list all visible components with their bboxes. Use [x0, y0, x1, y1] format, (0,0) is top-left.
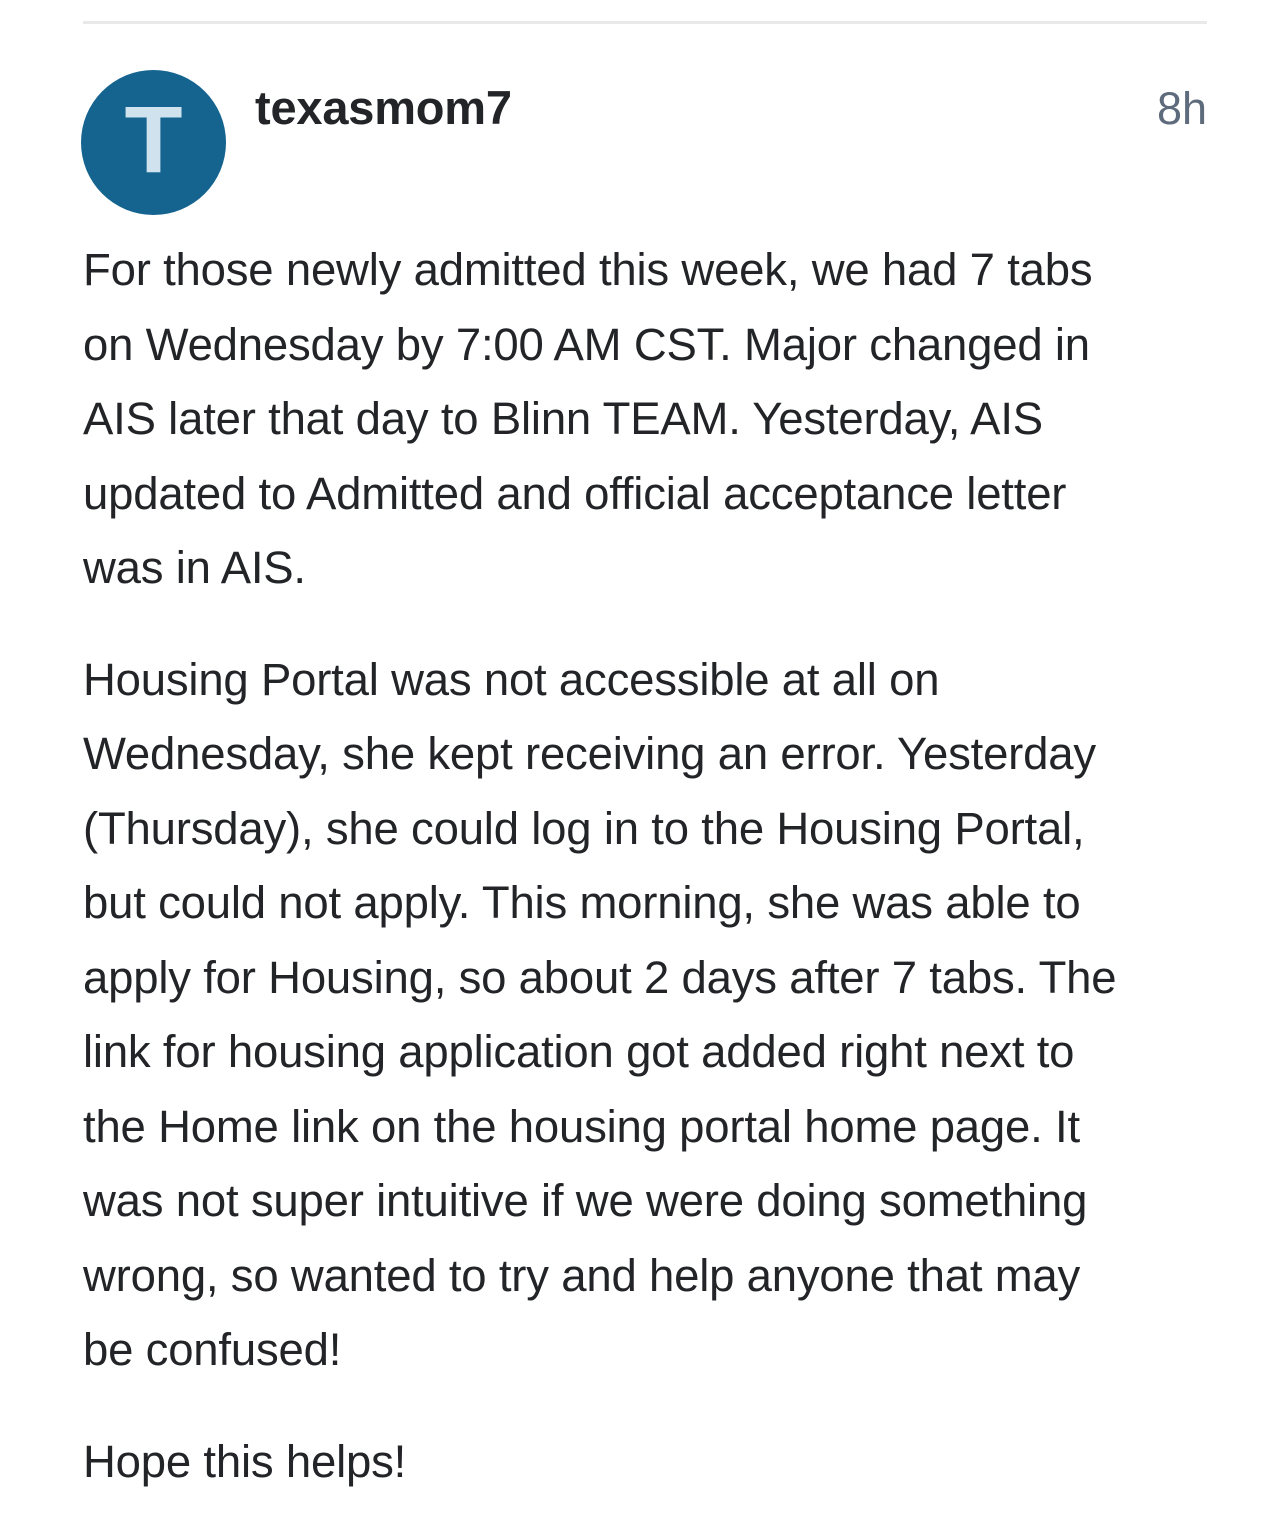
text-line: apply for Housing, so about 2 days after 7 tabs. The	[83, 951, 1117, 1003]
post-paragraph	[83, 643, 1207, 1388]
text-line: link for housing application got added right next to	[83, 1026, 1075, 1077]
text-line: but could not apply. This morning, she was able to	[83, 877, 1081, 928]
post-timestamp[interactable]: 8h	[1156, 83, 1207, 134]
text-line: (Thursday), she could log in to the Housing Portal,	[83, 802, 1085, 854]
text-line: was in AIS.	[83, 542, 306, 593]
text-line: For those newly admitted this week, we had 7 tabs	[83, 244, 1093, 295]
text-line: Wednesday, she kept receiving an error. Yesterday	[83, 728, 1096, 779]
text-line: the Home link on the housing portal home page. It	[83, 1100, 1080, 1152]
post-paragraph	[83, 233, 1207, 606]
text-line: Housing Portal was not accessible at all on	[83, 653, 940, 705]
post-body	[83, 233, 1207, 1499]
text-line: on Wednesday by 7:00 AM CST. Major changed in	[83, 318, 1090, 370]
post-separator-line	[83, 21, 1207, 24]
post-header	[81, 70, 1207, 215]
text-line: updated to Admitted and official acceptance letter	[83, 467, 1067, 519]
text-line: AIS later that day to Blinn TEAM. Yesterday, AIS	[83, 393, 1043, 444]
text-line: Hope this helps!	[83, 1435, 407, 1487]
post-paragraph	[83, 1425, 1207, 1500]
text-line: was not super intuitive if we were doing something	[83, 1175, 1088, 1226]
username-link[interactable]: texasmom7	[255, 81, 512, 134]
avatar[interactable]	[81, 70, 226, 215]
text-line: be confused!	[83, 1324, 342, 1375]
text-line: wrong, so wanted to try and help anyone that may	[83, 1249, 1081, 1301]
avatar-initial: T	[124, 87, 183, 193]
